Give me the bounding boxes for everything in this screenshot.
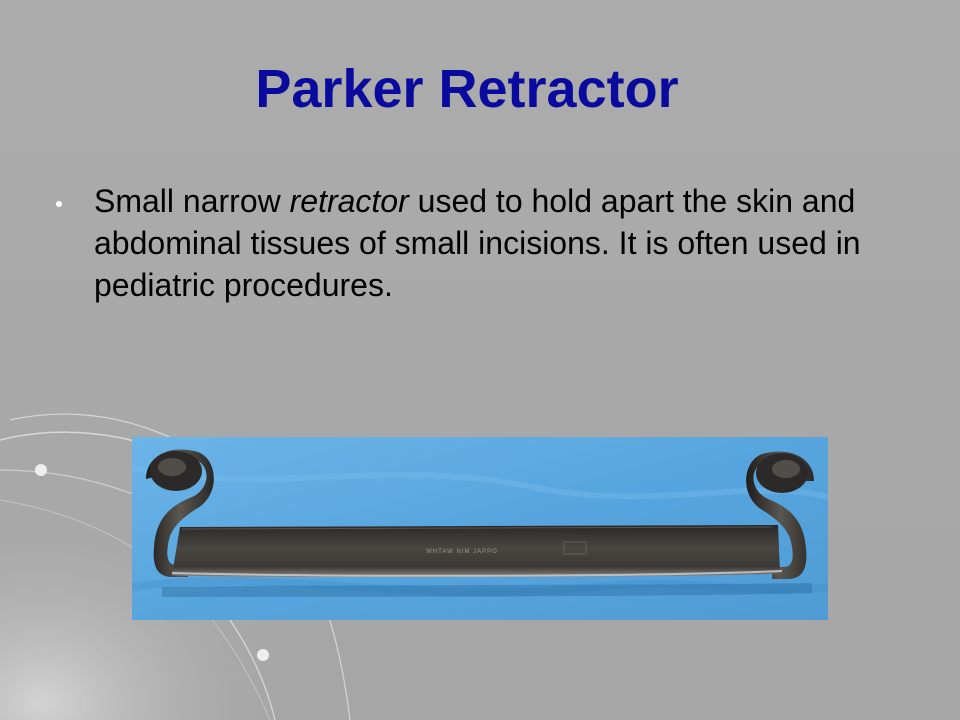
slide-title: Parker Retractor	[255, 59, 679, 119]
retractor-illustration	[132, 437, 828, 620]
bullet-text-italic: retractor	[289, 183, 409, 219]
bullet-text-end: used to hold apart the skin and abdominal tissues of small incisions. It is often used in pediatric procedures.	[94, 183, 861, 303]
blade-engraving: WHTAW NIM JAPPO	[426, 549, 498, 555]
bullet-list	[52, 180, 912, 306]
bullet-text-start: Small narrow	[94, 183, 290, 219]
bullet-item	[52, 180, 912, 306]
bullet-dot-icon	[56, 201, 62, 207]
retractor-photo	[132, 437, 828, 620]
